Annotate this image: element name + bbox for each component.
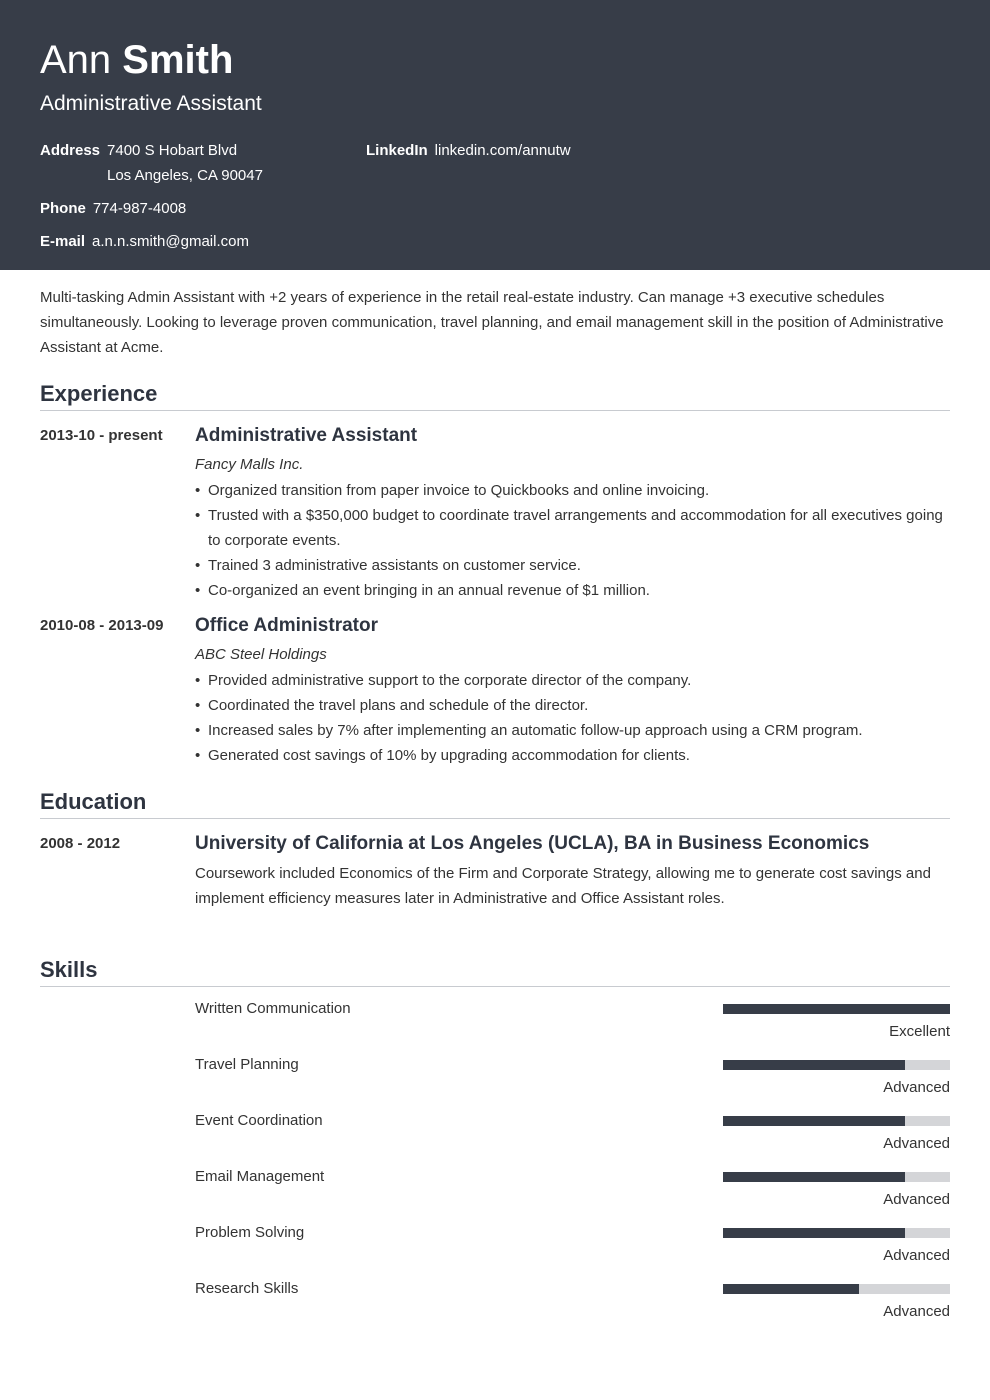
skill-level-label: Advanced (883, 1303, 950, 1320)
skill-row (195, 1223, 950, 1273)
linkedin-label: LinkedIn (366, 142, 428, 159)
skill-row (195, 999, 950, 1049)
contact-phone (40, 199, 186, 219)
job-bullet: • Generated cost savings of 10% by upgrading accommodation for clients. (195, 743, 950, 768)
skill-level-fill (723, 1228, 905, 1238)
phone-value: 774-987-4008 (92, 200, 187, 217)
phone-label: Phone (40, 200, 86, 217)
resume-header (0, 0, 990, 270)
skill-row (195, 1111, 950, 1161)
profile-summary: Multi-tasking Admin Assistant with +2 years of experience in the retail real-estate industry. Can manage +3 executive schedules simultaneously. Looking to leverage proven communication, travel planning, and email management skill in the position of Administrative Assistant at Acme. (40, 289, 944, 356)
job-bullets (195, 668, 950, 768)
education-degree: University of California at Los Angeles (UCLA), BA in Business Economics (195, 833, 870, 854)
skill-level-label: Advanced (883, 1135, 950, 1152)
skill-level-label: Advanced (883, 1079, 950, 1096)
email-label: E-mail (40, 233, 86, 250)
skill-level-label: Advanced (883, 1247, 950, 1264)
skill-row (195, 1279, 950, 1329)
experience-divider (40, 410, 950, 411)
job-bullet: • Provided administrative support to the corporate director of the company. (195, 668, 950, 693)
job-dates: 2010-08 - 2013-09 (40, 617, 164, 634)
job-role: Administrative Assistant (195, 425, 418, 446)
linkedin-value[interactable]: linkedin.com/annutw (434, 142, 571, 159)
skill-level-fill (723, 1004, 950, 1014)
job-bullet: • Trusted with a $350,000 budget to coordinate travel arrangements and accommodation for all executives going to corporate events. (195, 503, 950, 553)
education-description: Coursework included Economics of the Firm and Corporate Strategy, allowing me to generate cost savings and implement efficiency measures later in Administrative and Office Assistant roles. (195, 865, 931, 907)
candidate-title: Administrative Assistant (40, 92, 262, 115)
contact-email (40, 232, 249, 252)
skill-name: Written Communication (195, 1000, 351, 1017)
skill-level-label: Excellent (889, 1023, 950, 1040)
education-divider (40, 818, 950, 819)
skills-divider (40, 986, 950, 987)
skill-name: Problem Solving (195, 1224, 305, 1241)
skill-level-fill (723, 1284, 859, 1294)
skill-row (195, 1055, 950, 1105)
education-dates: 2008 - 2012 (40, 835, 121, 852)
address-line1: 7400 S Hobart Blvd (107, 142, 238, 159)
job-bullet: • Increased sales by 7% after implementing an automatic follow-up approach using a CRM program. (195, 718, 950, 743)
email-value[interactable]: a.n.n.smith@gmail.com (92, 233, 249, 250)
candidate-name (40, 37, 233, 83)
skill-level-fill (723, 1060, 905, 1070)
skill-level-bar (723, 1060, 950, 1070)
address-line2: Los Angeles, CA 90047 (107, 167, 263, 184)
skill-name: Event Coordination (195, 1112, 323, 1129)
skill-level-fill (723, 1172, 905, 1182)
skill-level-bar (723, 1004, 950, 1014)
job-dates: 2013-10 - present (40, 427, 163, 444)
job-bullet: • Coordinated the travel plans and schedule of the director. (195, 693, 950, 718)
job-bullets (195, 478, 950, 603)
skill-name: Email Management (195, 1168, 325, 1185)
job-bullet: • Trained 3 administrative assistants on customer service. (195, 553, 950, 578)
contact-linkedin (366, 141, 571, 161)
job-company: ABC Steel Holdings (195, 646, 327, 663)
experience-heading: Experience (40, 381, 158, 406)
education-heading: Education (40, 789, 147, 814)
skill-level-bar (723, 1284, 950, 1294)
job-role: Office Administrator (195, 615, 378, 636)
skill-level-bar (723, 1228, 950, 1238)
skill-level-label: Advanced (883, 1191, 950, 1208)
skill-row (195, 1167, 950, 1217)
skill-level-fill (723, 1116, 905, 1126)
job-bullet: • Organized transition from paper invoice to Quickbooks and online invoicing. (195, 478, 950, 503)
first-name: Ann (40, 38, 112, 82)
skill-name: Research Skills (195, 1280, 299, 1297)
contact-address (40, 141, 237, 161)
skills-heading: Skills (40, 957, 98, 982)
last-name: Smith (122, 38, 234, 82)
skill-name: Travel Planning (195, 1056, 299, 1073)
address-label: Address (40, 142, 101, 159)
skill-level-bar (723, 1172, 950, 1182)
skill-level-bar (723, 1116, 950, 1126)
job-bullet: • Co-organized an event bringing in an annual revenue of $1 million. (195, 578, 950, 603)
job-company: Fancy Malls Inc. (195, 456, 304, 473)
